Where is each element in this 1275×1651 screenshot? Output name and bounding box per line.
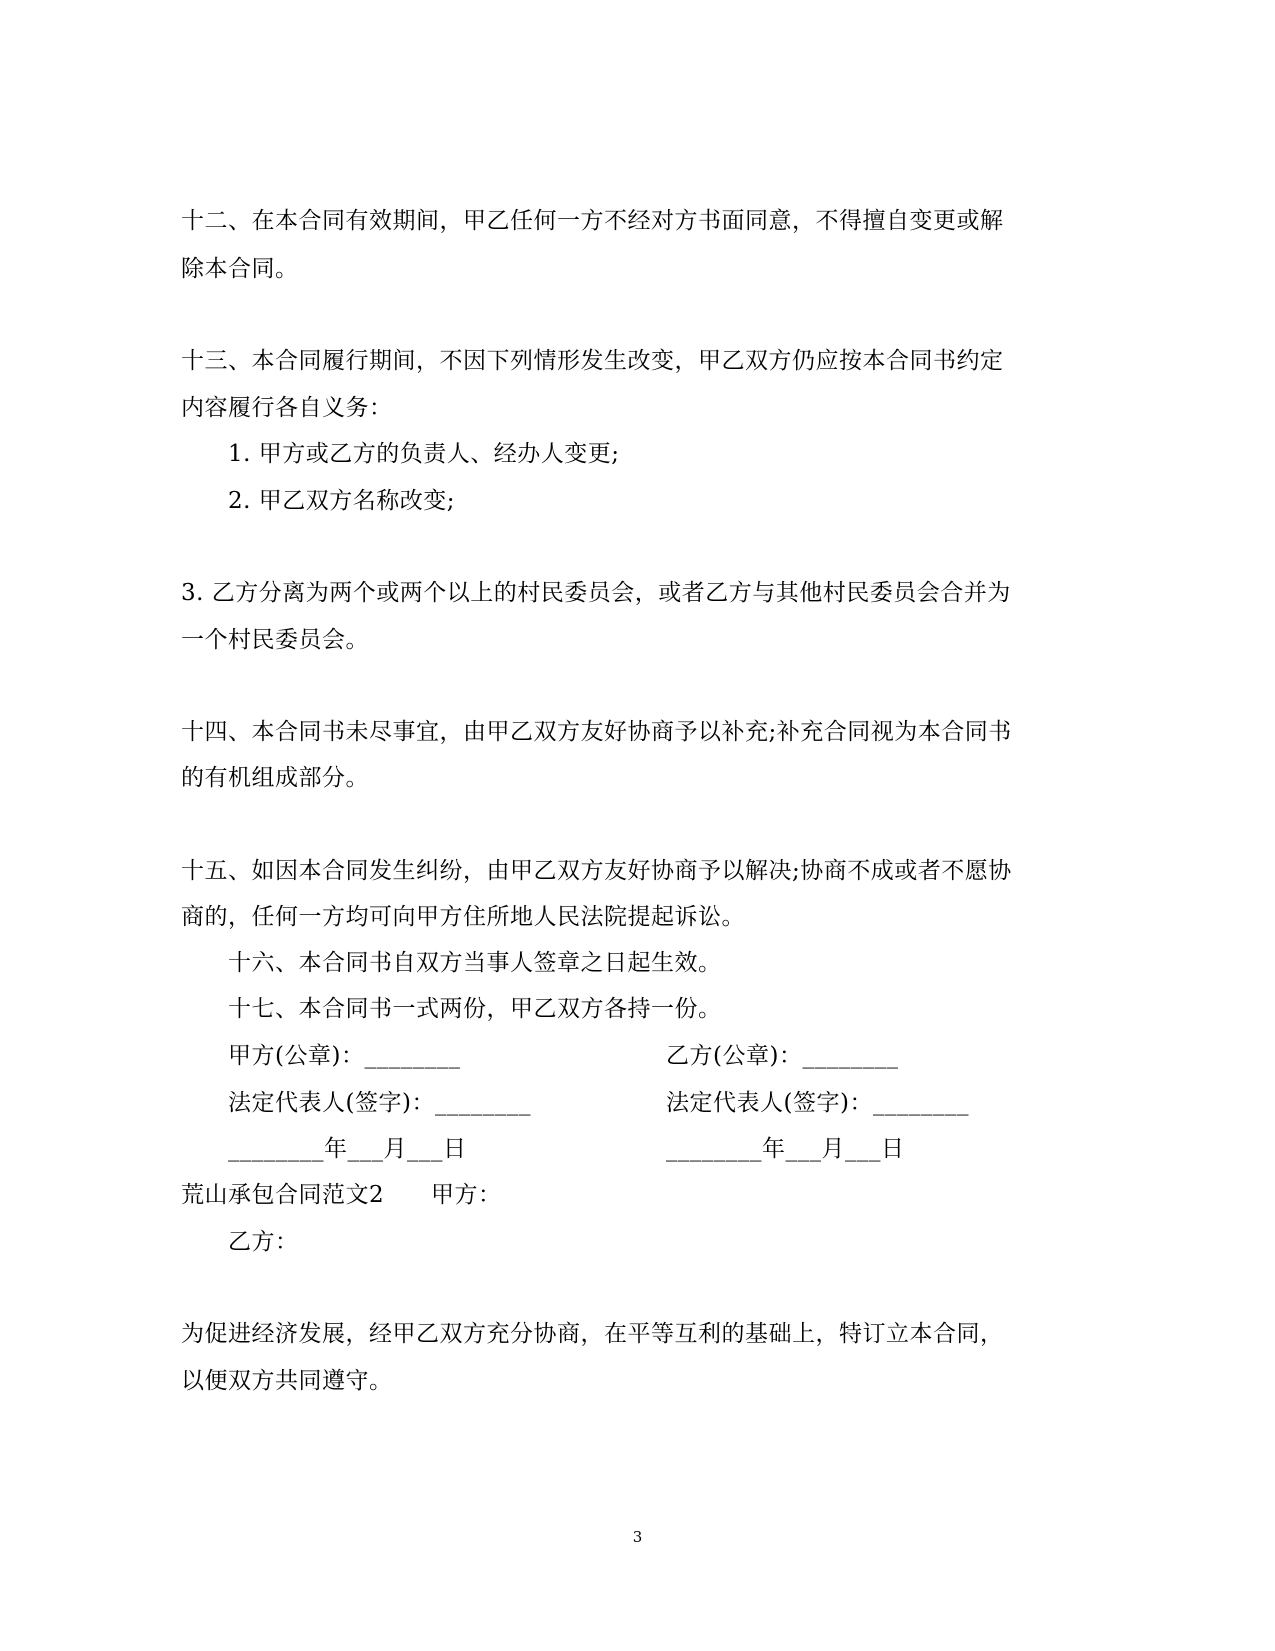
party-a-seal: 甲方(公章)：________ — [228, 1043, 461, 1069]
template-2-title: 荒山承包合同范文2 — [181, 1182, 385, 1208]
clause-13-line-2: 内容履行各自义务： — [181, 395, 393, 421]
clause-12-line-2: 除本合同。 — [181, 256, 299, 282]
party-a-representative: 法定代表人(签字)：________ — [228, 1090, 531, 1116]
clause-13-item-1: 1. 甲方或乙方的负责人、经办人变更; — [228, 441, 620, 467]
clause-17: 十七、本合同书一式两份，甲乙双方各持一份。 — [228, 996, 722, 1022]
clause-14-line-2: 的有机组成部分。 — [181, 765, 369, 791]
clause-13-line-1: 十三、本合同履行期间，不因下列情形发生改变，甲乙双方仍应按本合同书约定 — [181, 348, 1004, 374]
template-2-party-a: 甲方： — [431, 1182, 502, 1208]
party-b-representative: 法定代表人(签字)：________ — [666, 1090, 969, 1116]
party-a-date: ________年___月___日 — [228, 1136, 467, 1162]
party-b-date: ________年___月___日 — [666, 1136, 905, 1162]
clause-15-line-2: 商的，任何一方均可向甲方住所地人民法院提起诉讼。 — [181, 904, 745, 930]
clause-12-line-1: 十二、在本合同有效期间，甲乙任何一方不经对方书面同意，不得擅自变更或解 — [181, 208, 1004, 234]
page-number: 3 — [632, 1528, 643, 1546]
clause-15-line-1: 十五、如因本合同发生纠纷，由甲乙双方友好协商予以解决;协商不成或者不愿协 — [181, 858, 1012, 884]
clause-13-item-3-line-1: 3. 乙方分离为两个或两个以上的村民委员会，或者乙方与其他村民委员会合并为 — [181, 580, 1011, 606]
template-2-party-b: 乙方： — [228, 1229, 299, 1255]
clause-13-item-3-line-2: 一个村民委员会。 — [181, 627, 369, 653]
clause-13-item-2: 2. 甲乙双方名称改变; — [228, 488, 456, 514]
party-b-seal: 乙方(公章)：________ — [666, 1043, 899, 1069]
template-2-intro-line-1: 为促进经济发展，经甲乙双方充分协商，在平等互利的基础上，特订立本合同， — [181, 1321, 1004, 1347]
clause-16: 十六、本合同书自双方当事人签章之日起生效。 — [228, 950, 722, 976]
template-2-intro-line-2: 以便双方共同遵守。 — [181, 1368, 393, 1394]
clause-14-line-1: 十四、本合同书未尽事宜，由甲乙双方友好协商予以补充;补充合同视为本合同书 — [181, 719, 1012, 745]
